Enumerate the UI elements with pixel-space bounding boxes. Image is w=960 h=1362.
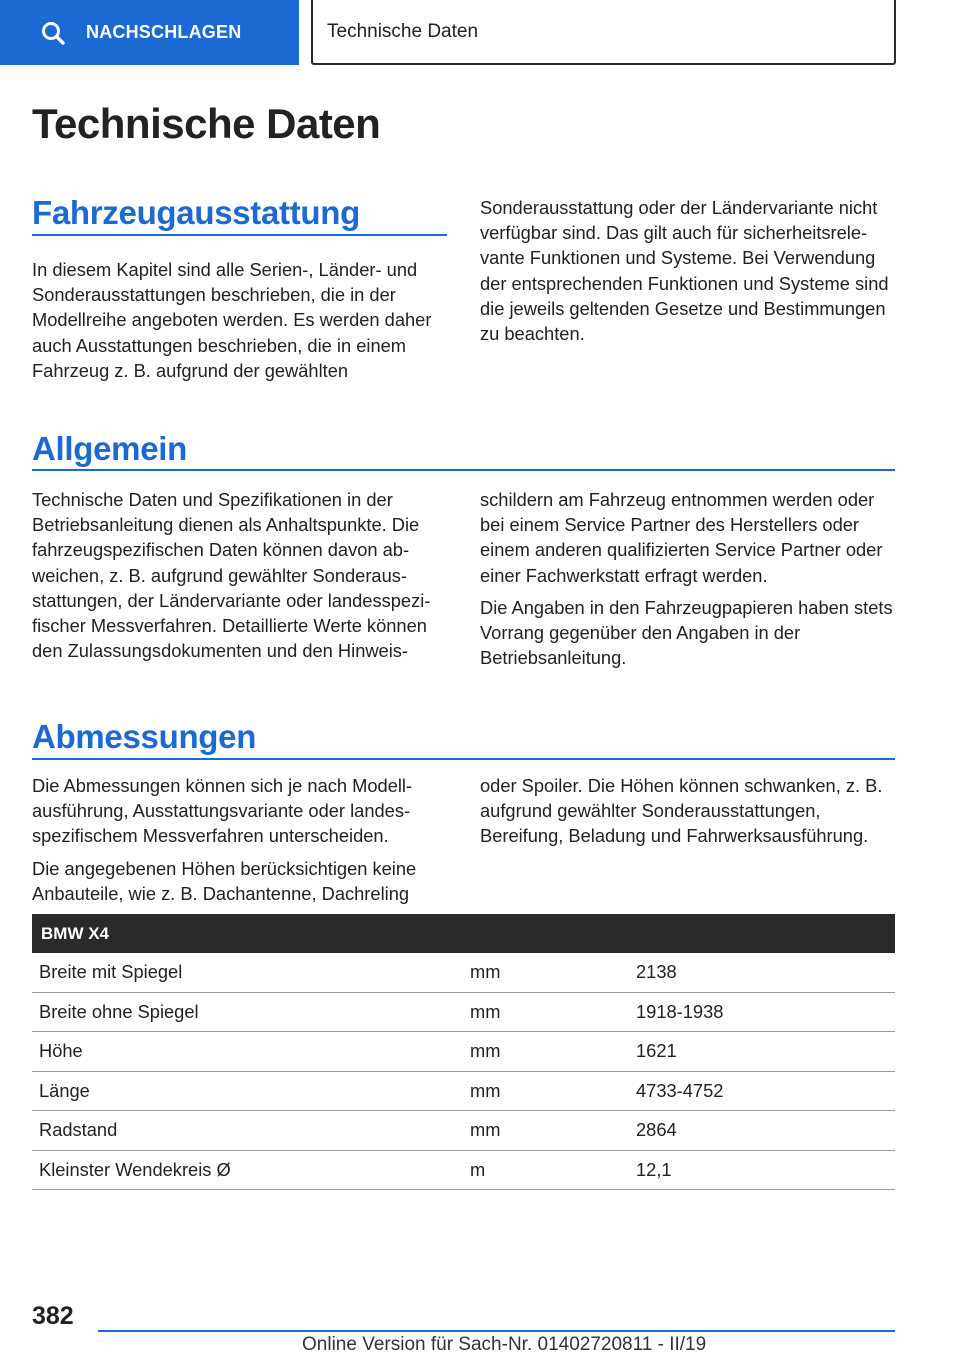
abmessungen-left-column (32, 773, 452, 906)
row-label: Höhe (39, 1040, 83, 1062)
paragraph: Die Abmessungen können sich je nach Modellausführung, Ausstattungsvariante oder landesspezifischem Messverfahren unterscheiden. (32, 775, 413, 847)
row-value: 2138 (636, 961, 677, 983)
section-heading-allgemein: Allgemein (32, 430, 188, 467)
row-unit: mm (470, 1000, 501, 1022)
breadcrumb[interactable] (311, 0, 896, 65)
page-number: 382 (32, 1302, 74, 1330)
table-header: BMW X4 (32, 914, 895, 953)
row-unit: mm (470, 1040, 501, 1062)
paragraph: Die angegebenen Höhen berücksichtigen keine Anbauteile, wie z. B. Dachantenne, Dachreling (32, 857, 417, 904)
section-heading-abmessungen: Abmessungen (32, 718, 257, 755)
nachschlagen-button[interactable] (0, 0, 299, 65)
section-rule (32, 234, 447, 236)
fahrzeugausstattung-right-column (480, 195, 900, 346)
page-title: Technische Daten (32, 100, 381, 147)
row-unit: mm (470, 1079, 501, 1101)
spec-table (32, 914, 895, 1190)
paragraph: In diesem Kapitel sind alle Serien-, Länder- und Sonderausstattungen beschrieben, die in der Modellreihe angeboten werden. Es werden daher auch Ausstattungen beschrieben, die in einem Fahrzeug z. B. aufgrund der gewählten (32, 259, 432, 381)
paragraph: schildern am Fahrzeug entnommen werden oder bei einem Service Partner des Herstellers oder einem anderen qualifizierten Service Partner oder einer Fachwerkstatt erfragt werden. (480, 489, 883, 586)
row-label: Breite ohne Spiegel (39, 1000, 199, 1022)
row-value: 4733-4752 (636, 1079, 724, 1101)
paragraph: oder Spoiler. Die Höhen können schwanken, z. B. aufgrund gewählter Sonderausstattungen, Bereifung, Beladung und Fahrwerksausführung. (480, 775, 883, 847)
paragraph: Sonderausstattung oder der Ländervariante nicht verfügbar sind. Das gilt auch für sicherheitsrelevante Funktionen und Systeme. Bei Verwendung der entsprechenden Funktionen und Systeme sind die jeweils geltenden Gesetze und Bestimmungen zu beachten. (480, 197, 889, 345)
row-label: Breite mit Spiegel (39, 961, 183, 983)
fahrzeugausstattung-left-column (32, 257, 452, 383)
row-unit: m (470, 1158, 486, 1180)
allgemein-right-column (480, 487, 900, 670)
row-value: 2864 (636, 1119, 677, 1141)
search-icon (40, 20, 66, 46)
table-row (32, 1032, 895, 1072)
allgemein-left-column (32, 487, 452, 663)
row-label: Kleinster Wendekreis Ø (39, 1158, 231, 1180)
nachschlagen-label: NACHSCHLAGEN (86, 22, 242, 42)
section-rule (32, 758, 895, 760)
row-unit: mm (470, 1119, 501, 1141)
paragraph: Die Angaben in den Fahrzeugpapieren haben stets Vorrang gegenüber den Angaben in der Betriebsanleitung. (480, 596, 893, 669)
paragraph: Technische Daten und Spezifikationen in der Betriebsanleitung dienen als Anhaltspunkte. Die fahrzeugspezifischen Daten können davon abweichen, z. B. aufgrund gewählter Sonderausstattungen, der Ländervariante oder landesspezifischer Messverfahren. Detaillierte Werte können den Zulassungsdokumenten und den Hinweis- (32, 489, 431, 662)
section-heading-fahrzeugausstattung: Fahrzeugausstattung (32, 194, 360, 231)
table-row (32, 1072, 895, 1112)
table-row (32, 1111, 895, 1151)
breadcrumb-label: Technische Daten (327, 20, 479, 42)
table-row (32, 953, 895, 993)
row-label: Radstand (39, 1119, 118, 1141)
row-value: 12,1 (636, 1158, 672, 1180)
row-value: 1918-1938 (636, 1000, 724, 1022)
section-rule (32, 469, 895, 471)
row-label: Länge (39, 1079, 90, 1101)
table-row (32, 1151, 895, 1191)
abmessungen-right-column (480, 773, 900, 849)
footer-rule (98, 1330, 895, 1332)
row-value: 1621 (636, 1040, 677, 1062)
table-row (32, 993, 895, 1033)
row-unit: mm (470, 961, 501, 983)
footer-text: Online Version für Sach-Nr. 01402720811 - II/19 (302, 1334, 707, 1355)
